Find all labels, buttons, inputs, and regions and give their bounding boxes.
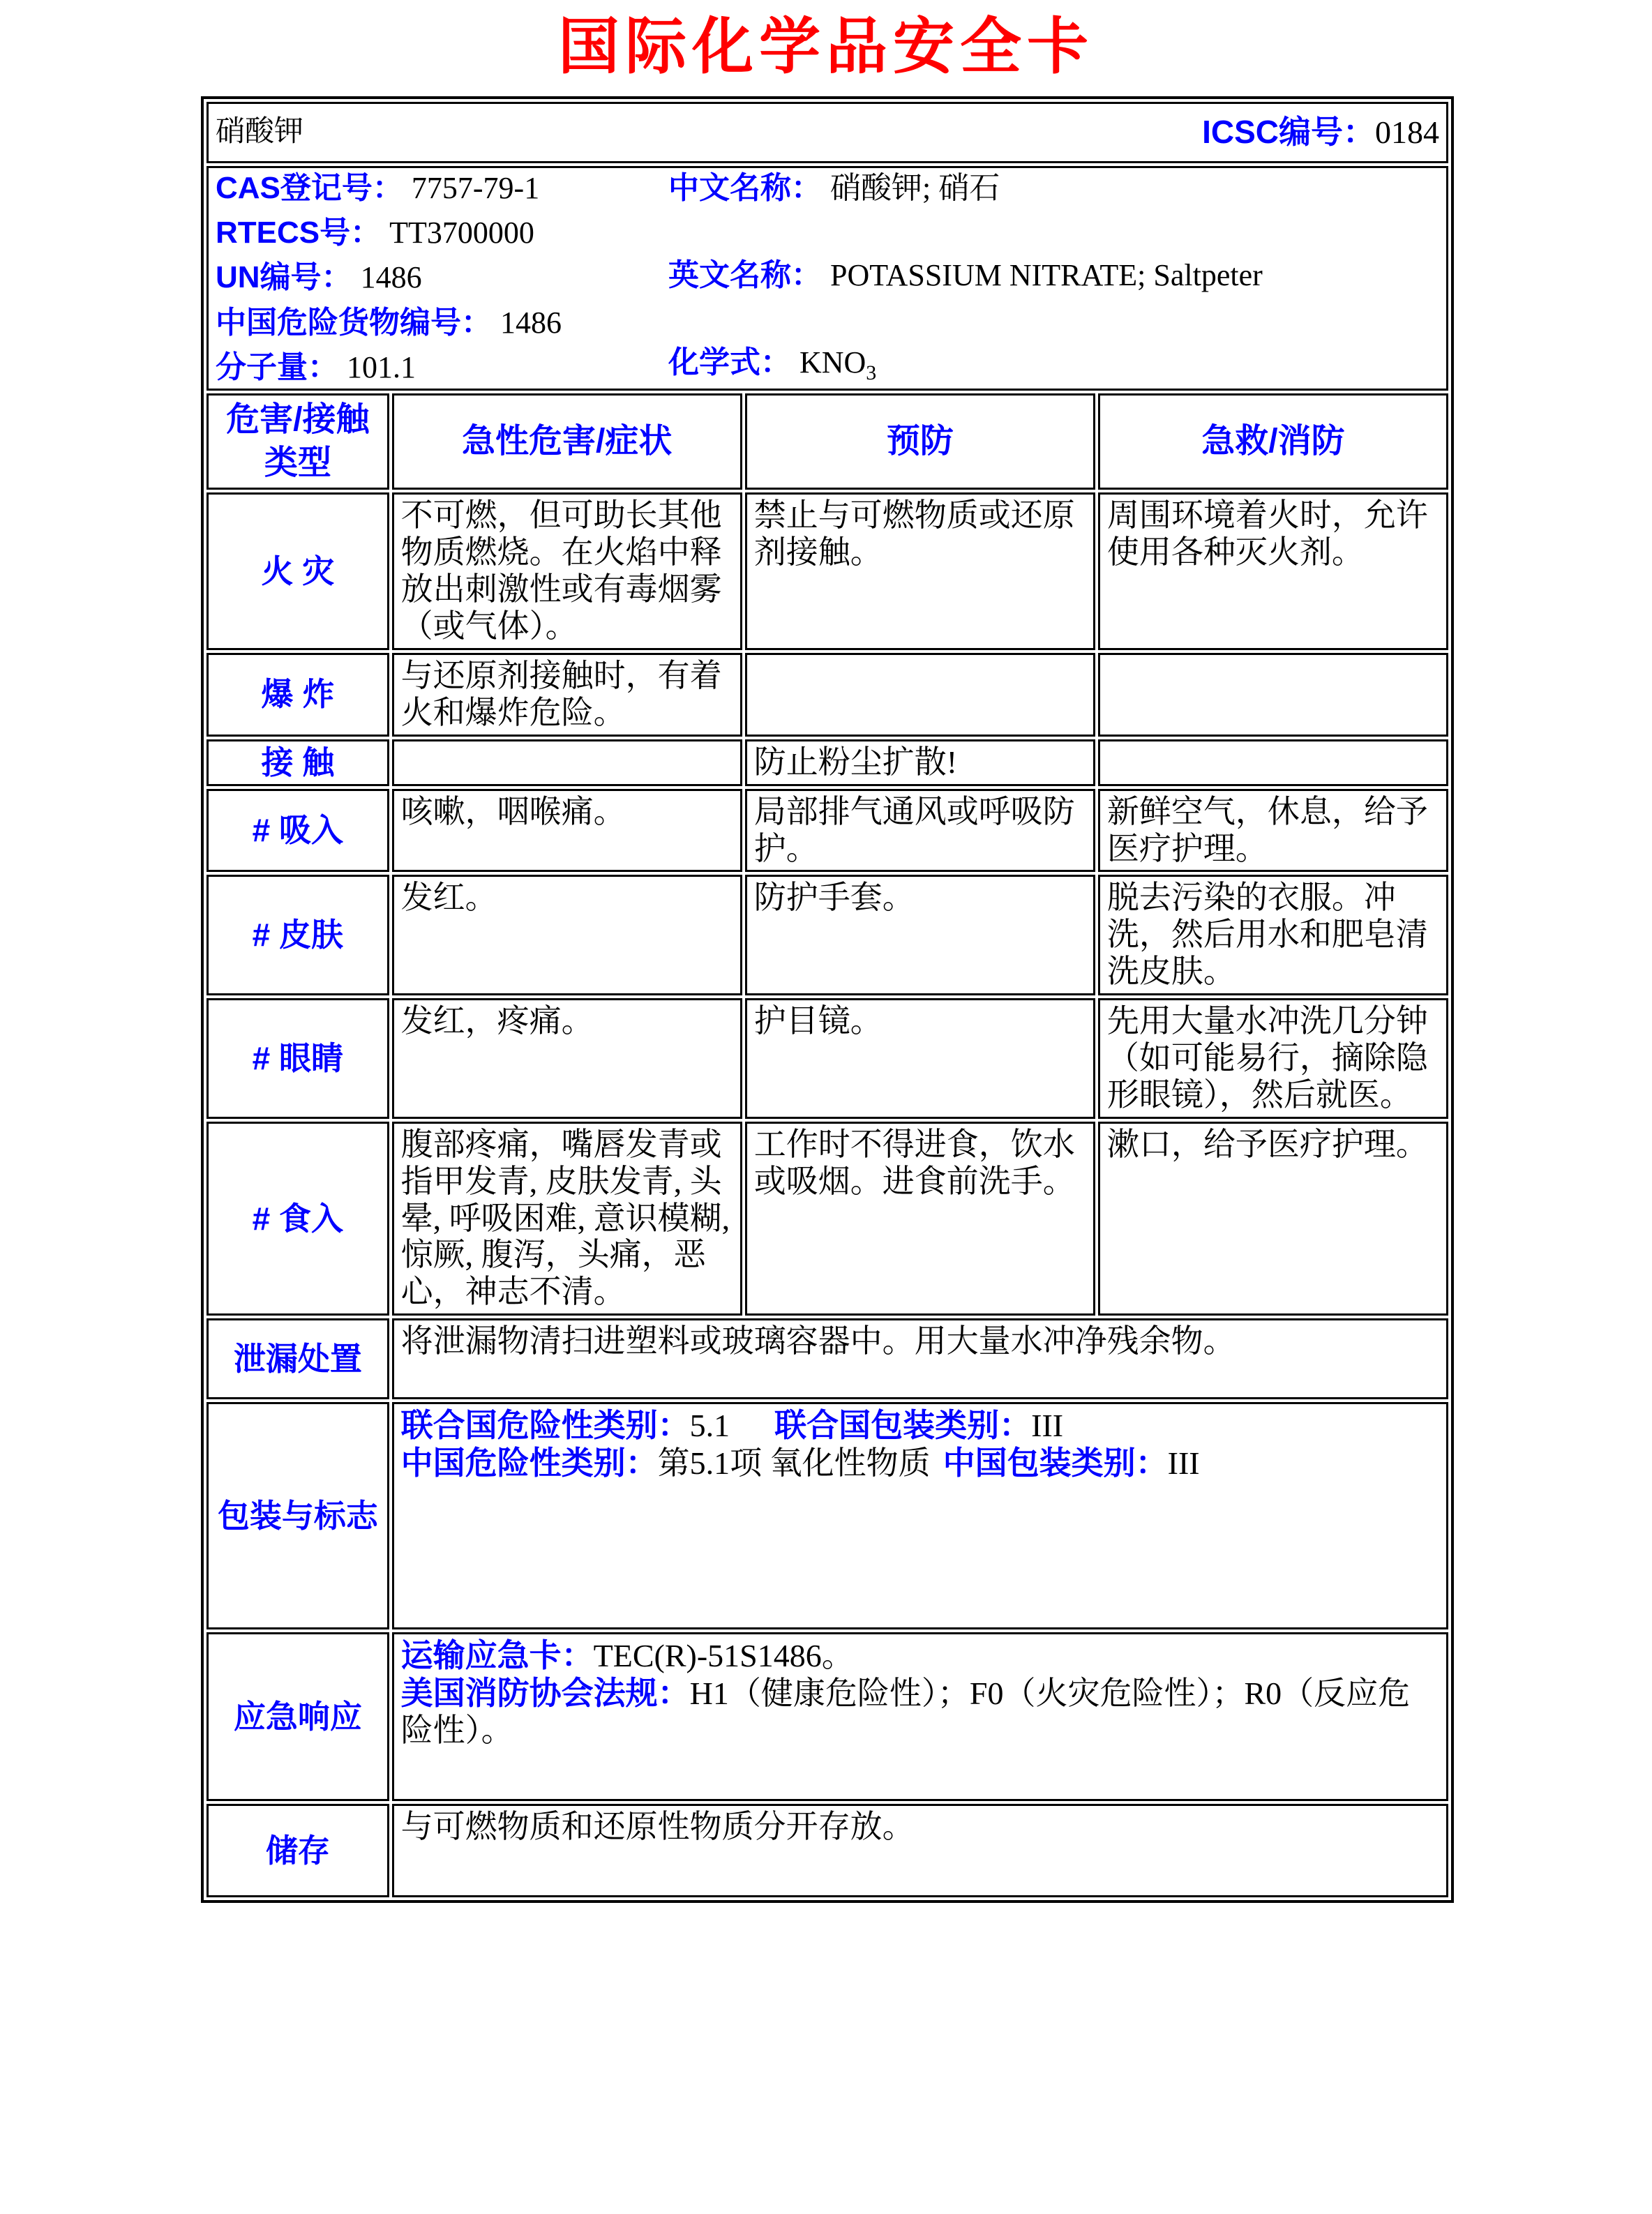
hazard-row-inhalation	[206, 789, 1448, 873]
hazard-row-contact	[206, 739, 1448, 786]
english-name-field	[668, 258, 1439, 294]
hazard-type-explosion: 爆 炸	[206, 653, 389, 737]
rtecs-number-label: RTECS号：	[216, 215, 382, 250]
section-title-packaging: 包装与标志	[206, 1402, 389, 1629]
ingestion-first-aid: 漱口，给予医疗护理。	[1098, 1122, 1448, 1316]
molecular-weight-field	[216, 350, 668, 386]
hazard-row-ingestion	[206, 1122, 1448, 1316]
eyes-symptoms: 发红，疼痛。	[392, 998, 742, 1119]
skin-symptoms: 发红。	[392, 875, 742, 995]
formula-subscript: 3	[866, 361, 877, 385]
section-title-emergency: 应急响应	[206, 1632, 389, 1801]
spill-text: 将泄漏物清扫进塑料或玻璃容器中。用大量水冲净残余物。	[392, 1318, 1448, 1399]
chinese-name-field	[668, 171, 1439, 206]
un-pack-group-value: III	[1031, 1408, 1064, 1444]
chinese-name-label: 中文名称：	[668, 170, 822, 205]
rtecs-number-value: TT3700000	[389, 215, 534, 250]
fire-first-aid: 周围环境着火时，允许使用各种灭火剂。	[1098, 492, 1448, 650]
hazard-type-skin: # 皮肤	[206, 875, 389, 995]
skin-prevention: 防护手套。	[745, 875, 1095, 995]
cas-number-field	[216, 171, 668, 206]
hazard-type-fire: 火 灾	[206, 492, 389, 650]
inhalation-symptoms: 咳嗽，咽喉痛。	[392, 789, 742, 873]
hazard-type-inhalation: # 吸入	[206, 789, 389, 873]
identifier-row	[206, 166, 1448, 391]
identifier-list-right	[668, 171, 1439, 386]
identifier-cell	[206, 166, 1448, 391]
column-header-symptoms: 急性危害/症状	[392, 393, 742, 490]
hazard-row-eyes	[206, 998, 1448, 1119]
china-dg-number-field	[216, 306, 668, 341]
un-hazard-class-value: 5.1	[689, 1408, 730, 1444]
contact-first-aid	[1098, 739, 1448, 786]
hazard-row-skin	[206, 875, 1448, 995]
fire-symptoms: 不可燃，但可助长其他物质燃烧。在火焰中释放出刺激性或有毒烟雾（或气体）。	[392, 492, 742, 650]
tec-value: TEC(R)-51S1486。	[593, 1638, 854, 1674]
chemical-name: 硝酸钾	[216, 116, 304, 149]
explosion-symptoms: 与还原剂接触时，有着火和爆炸危险。	[392, 653, 742, 737]
un-number-field	[216, 260, 668, 296]
storage-row	[206, 1804, 1448, 1897]
inhalation-prevention: 局部排气通风或呼吸防护。	[745, 789, 1095, 873]
nfpa-line	[401, 1675, 1439, 1749]
storage-text: 与可燃物质和还原性物质分开存放。	[392, 1804, 1448, 1897]
cn-pack-group-value: III	[1167, 1445, 1200, 1482]
transport-emergency-card-line	[401, 1637, 1439, 1675]
molecular-weight-label: 分子量：	[216, 349, 338, 384]
nfpa-value: H1（健康危险性）；F0（火灾危险性）；R0（反应危险性）。	[400, 1675, 1411, 1748]
section-title-storage: 储存	[206, 1804, 389, 1897]
column-header-hazard-type: 危害/接触类型	[206, 393, 389, 490]
fire-prevention: 禁止与可燃物质或还原剂接触。	[745, 492, 1095, 650]
english-name-label: 英文名称：	[668, 257, 822, 292]
cn-classification-line	[401, 1445, 1439, 1482]
cn-pack-group-label: 中国包装类别：	[943, 1445, 1168, 1482]
un-pack-group-label: 联合国包装类别：	[774, 1407, 1032, 1444]
eyes-prevention: 护目镜。	[745, 998, 1095, 1119]
un-classification-line	[401, 1407, 1439, 1445]
chemical-formula-value: $KNO_3$	[799, 345, 877, 385]
cas-number-value: 7757-79-1	[411, 170, 540, 205]
un-number-value: 1486	[360, 260, 422, 295]
icsc-number-value: 0184	[1375, 114, 1439, 150]
hazard-type-eyes: # 眼睛	[206, 998, 389, 1119]
name-row	[206, 102, 1448, 163]
icsc-number-label: ICSC编号：	[1202, 113, 1375, 150]
packaging-text	[392, 1402, 1448, 1629]
hazard-row-fire	[206, 492, 1448, 650]
cn-hazard-class-label: 中国危险性类别：	[400, 1445, 658, 1482]
molecular-weight-value: 101.1	[347, 349, 416, 384]
chemical-formula-field	[668, 345, 1439, 385]
china-dg-number-value: 1486	[500, 305, 562, 340]
chinese-name-value: 硝酸钾; 硝石	[829, 170, 1000, 205]
identifier-list-left	[216, 171, 668, 386]
contact-symptoms	[392, 739, 742, 786]
contact-prevention: 防止粉尘扩散!	[745, 739, 1095, 786]
column-header-prevention: 预防	[745, 393, 1095, 490]
packaging-row	[206, 1402, 1448, 1629]
eyes-first-aid: 先用大量水冲洗几分钟（如可能易行，摘除隐形眼镜），然后就医。	[1098, 998, 1448, 1119]
ingestion-prevention: 工作时不得进食，饮水或吸烟。进食前洗手。	[745, 1122, 1095, 1316]
english-name-value: POTASSIUM NITRATE; Saltpeter	[829, 257, 1263, 292]
hazard-type-ingestion: # 食入	[206, 1122, 389, 1316]
skin-first-aid: 脱去污染的衣服。冲洗，然后用水和肥皂清洗皮肤。	[1098, 875, 1448, 995]
nfpa-label: 美国消防协会法规：	[400, 1675, 690, 1712]
cn-hazard-class-value: 第5.1项 氧化性物质	[657, 1445, 931, 1482]
china-dg-number-label: 中国危险货物编号：	[216, 305, 492, 340]
hazard-type-contact: 接 触	[206, 739, 389, 786]
emergency-row	[206, 1632, 1448, 1801]
hazard-header-row	[206, 393, 1448, 490]
icsc-card-table	[201, 96, 1454, 1904]
tec-label: 运输应急卡：	[400, 1637, 594, 1674]
emergency-text	[392, 1632, 1448, 1801]
explosion-prevention	[745, 653, 1095, 737]
explosion-first-aid	[1098, 653, 1448, 737]
un-hazard-class-label: 联合国危险性类别：	[400, 1407, 690, 1444]
page-title: 国际化学品安全卡	[557, 14, 1094, 82]
section-title-spill: 泄漏处置	[206, 1318, 389, 1399]
column-header-first-aid: 急救/消防	[1098, 393, 1448, 490]
hazard-row-explosion	[206, 653, 1448, 737]
un-number-label: UN编号：	[216, 260, 352, 295]
name-cell	[206, 102, 1448, 163]
rtecs-number-field	[216, 216, 668, 251]
cas-number-label: CAS登记号：	[216, 170, 403, 205]
spill-row	[206, 1318, 1448, 1399]
inhalation-first-aid: 新鲜空气，休息，给予医疗护理。	[1098, 789, 1448, 873]
icsc-number	[1202, 114, 1439, 151]
ingestion-symptoms: 腹部疼痛，嘴唇发青或指甲发青, 皮肤发青, 头晕, 呼吸困难, 意识模糊, 惊厥, 腹泻，头痛，恶心，神志不清。	[392, 1122, 742, 1316]
chemical-formula-label: 化学式：	[668, 345, 791, 380]
